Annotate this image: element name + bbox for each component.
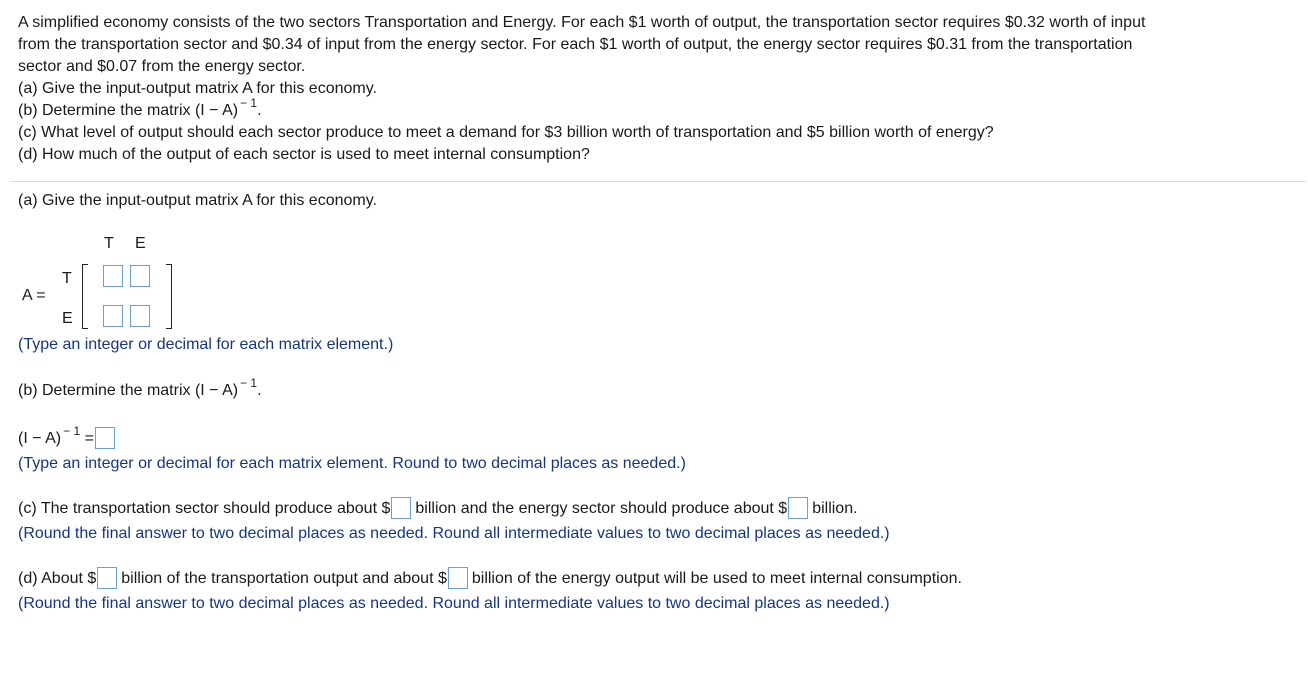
matrix-left-bracket	[82, 264, 88, 329]
problem-statement	[18, 12, 1298, 166]
problem-part-b-text: (b) Determine the matrix (I − A)	[18, 102, 239, 119]
problem-part-a: (a) Give the input-output matrix A for this economy.	[18, 80, 377, 97]
part-c-hint: (Round the final answer to two decimal places as needed. Round all intermediate values to two decimal places as needed.)	[18, 525, 890, 542]
part-b-equals: =	[84, 430, 94, 448]
matrix-cell-te-input[interactable]	[130, 265, 150, 287]
matrix-right-bracket	[166, 264, 172, 329]
matrix-col-label-e: E	[135, 235, 146, 252]
part-d-text-2: billion of the transportation output and about $	[121, 570, 447, 588]
part-b-lhs-exponent: − 1	[63, 424, 81, 439]
part-d-hint: (Round the final answer to two decimal places as needed. Round all intermediate values to two decimal places as needed.)	[18, 595, 890, 612]
energy-internal-input[interactable]	[448, 567, 468, 589]
inverse-matrix-input[interactable]	[95, 427, 115, 449]
problem-part-b-period: .	[257, 102, 262, 119]
part-c-text-3: billion.	[812, 500, 858, 518]
matrix-col-label-t: T	[104, 235, 114, 252]
part-b-hint: (Type an integer or decimal for each matrix element. Round to two decimal places as needed.)	[18, 455, 686, 472]
problem-line-1: A simplified economy consists of the two sectors Transportation and Energy. For each $1 worth of output, the transportation sector requires $0.32 worth of input	[18, 14, 1146, 31]
transportation-output-input[interactable]	[391, 497, 411, 519]
transportation-internal-input[interactable]	[97, 567, 117, 589]
part-a-prompt: (a) Give the input-output matrix A for this economy.	[18, 192, 377, 209]
problem-line-2: from the transportation sector and $0.34 of input from the energy sector. For each $1 worth of output, the energy sector requires $0.31 from the transportation	[18, 36, 1133, 53]
part-c-answer-row	[18, 498, 858, 520]
part-b-answer-row	[18, 424, 119, 450]
problem-part-d: (d) How much of the output of each sector is used to meet internal consumption?	[18, 146, 590, 163]
part-c-text-2: billion and the energy sector should produce about $	[415, 500, 788, 518]
matrix-row-label-t: T	[62, 270, 72, 287]
part-b-lhs: (I − A)	[18, 430, 62, 448]
problem-part-b-exponent: − 1	[240, 96, 258, 110]
part-b-prompt-period: .	[257, 382, 262, 399]
matrix-cell-tt-input[interactable]	[103, 265, 123, 287]
energy-output-input[interactable]	[788, 497, 808, 519]
part-b-prompt-exponent: − 1	[240, 376, 258, 390]
matrix-row-label-e: E	[62, 310, 73, 327]
matrix-a-lhs: A =	[22, 287, 46, 304]
part-d-text-1: (d) About $	[18, 570, 97, 588]
section-divider	[10, 181, 1306, 182]
part-a-hint: (Type an integer or decimal for each matrix element.)	[18, 336, 394, 353]
part-c-text-1: (c) The transportation sector should produce about $	[18, 500, 391, 518]
problem-line-3: sector and $0.07 from the energy sector.	[18, 58, 306, 75]
part-b-prompt	[18, 376, 262, 400]
part-b-prompt-text: (b) Determine the matrix (I − A)	[18, 382, 239, 399]
problem-part-c: (c) What level of output should each sector produce to meet a demand for $3 billion worth of transportation and $5 billion worth of energy?	[18, 124, 994, 141]
matrix-cell-ee-input[interactable]	[130, 305, 150, 327]
part-d-answer-row	[18, 568, 962, 590]
part-d-text-3: billion of the energy output will be used to meet internal consumption.	[471, 570, 962, 588]
matrix-cell-et-input[interactable]	[103, 305, 123, 327]
problem-part-b	[18, 96, 1298, 122]
